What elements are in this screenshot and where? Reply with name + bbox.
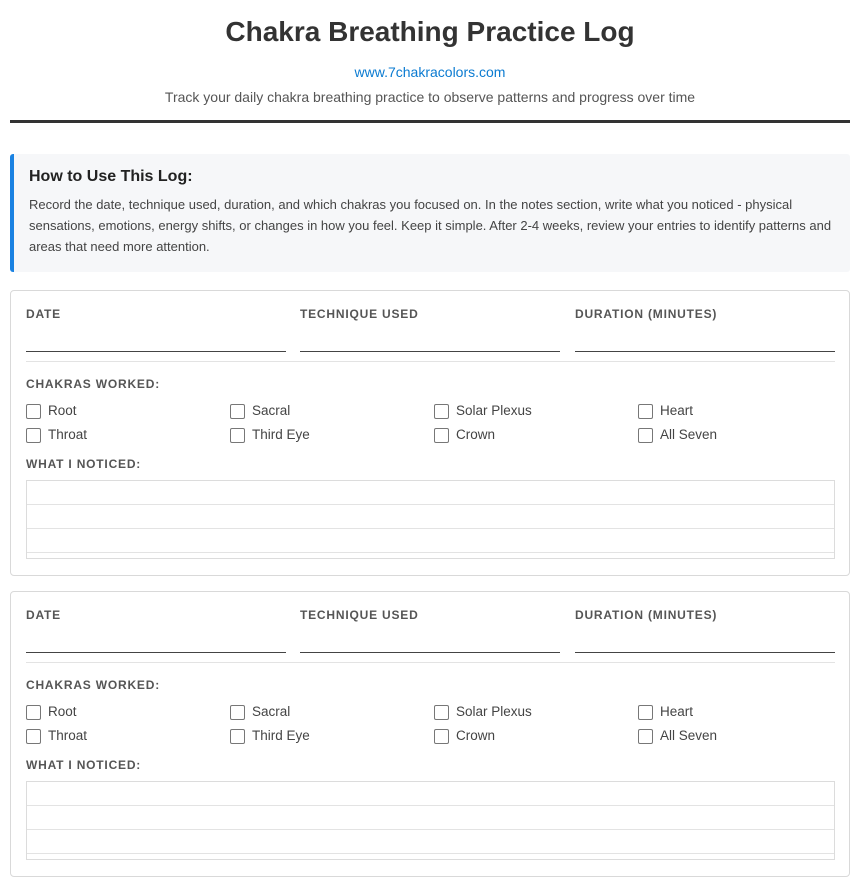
website-link[interactable]: www.7chakracolors.com (354, 64, 506, 80)
chakras-worked-label: CHAKRAS WORKED: (26, 678, 160, 692)
what-i-noticed-label: WHAT I NOTICED: (26, 457, 142, 471)
page-title: Chakra Breathing Practice Log (225, 16, 635, 47)
duration-field[interactable] (575, 608, 835, 653)
chakra-label: Sacral (252, 704, 291, 719)
how-to-title: How to Use This Log: (29, 168, 193, 185)
checkbox-box[interactable] (230, 729, 245, 744)
note-line (27, 805, 834, 806)
note-line (27, 552, 834, 553)
chakra-label: Throat (48, 728, 88, 743)
how-to-text: Record the date, technique used, duration, and which chakras you focused on. In the notes section, write what you noticed - physical sensations, emotions, energy shifts, or changes in how you feel. Keep it simple. After 2-4 weeks, review your entries to identify patterns and areas that need more attention. (29, 197, 832, 254)
fields-separator (26, 662, 835, 663)
chakra-checkbox[interactable] (26, 402, 77, 420)
notes-area[interactable] (26, 480, 835, 559)
checkbox-box[interactable] (434, 705, 449, 720)
checkbox-box[interactable] (230, 404, 245, 419)
chakra-label: Root (48, 704, 77, 719)
checkbox-box[interactable] (638, 705, 653, 720)
note-line (27, 504, 834, 505)
checkbox-box[interactable] (26, 729, 41, 744)
page-subtitle: Track your daily chakra breathing practice to observe patterns and progress over time (164, 89, 696, 105)
chakra-label: Solar Plexus (456, 403, 532, 418)
technique-label: TECHNIQUE USED (300, 307, 419, 321)
chakra-checkbox[interactable] (434, 402, 532, 420)
chakra-label: Heart (660, 704, 694, 719)
notes-area[interactable] (26, 781, 835, 860)
checkbox-box[interactable] (26, 705, 41, 720)
chakra-checkbox[interactable] (638, 727, 717, 745)
note-line (27, 829, 834, 830)
chakra-label: Solar Plexus (456, 704, 532, 719)
duration-field[interactable] (575, 307, 835, 352)
checkbox-box[interactable] (638, 428, 653, 443)
log-entry-card (10, 591, 850, 877)
chakra-label: Third Eye (252, 728, 310, 743)
log-entry-card (10, 290, 850, 576)
fields-separator (26, 361, 835, 362)
what-i-noticed-label: WHAT I NOTICED: (26, 758, 142, 772)
chakra-checkbox[interactable] (230, 727, 310, 745)
page-header (0, 0, 860, 105)
date-field[interactable] (26, 307, 286, 352)
technique-field[interactable] (300, 608, 560, 653)
chakra-checkbox[interactable] (638, 703, 693, 721)
entry-fields (26, 608, 835, 662)
checkbox-box[interactable] (638, 404, 653, 419)
duration-label: DURATION (MINUTES) (575, 307, 718, 321)
note-line (27, 528, 834, 529)
checkbox-box[interactable] (230, 428, 245, 443)
how-to-box (10, 154, 850, 272)
checkbox-box[interactable] (26, 404, 41, 419)
chakra-label: All Seven (660, 728, 718, 743)
chakra-label: All Seven (660, 427, 718, 442)
chakra-label: Sacral (252, 403, 291, 418)
technique-label: TECHNIQUE USED (300, 608, 419, 622)
chakra-checkbox[interactable] (230, 703, 290, 721)
header-divider (10, 120, 850, 123)
duration-label: DURATION (MINUTES) (575, 608, 718, 622)
chakra-label: Heart (660, 403, 694, 418)
chakra-checkbox[interactable] (434, 426, 495, 444)
chakras-worked-label: CHAKRAS WORKED: (26, 377, 160, 391)
technique-field[interactable] (300, 307, 560, 352)
chakra-label: Third Eye (252, 427, 310, 442)
checkbox-box[interactable] (230, 705, 245, 720)
checkbox-box[interactable] (638, 729, 653, 744)
date-label: DATE (26, 608, 61, 622)
entry-fields (26, 307, 835, 361)
chakra-checkbox[interactable] (434, 727, 495, 745)
chakra-label: Root (48, 403, 77, 418)
chakra-checkbox[interactable] (26, 426, 87, 444)
chakra-label: Throat (48, 427, 88, 442)
date-field[interactable] (26, 608, 286, 653)
chakra-checkbox[interactable] (434, 703, 532, 721)
checkbox-box[interactable] (26, 428, 41, 443)
chakra-checkbox[interactable] (26, 703, 77, 721)
checkbox-box[interactable] (434, 428, 449, 443)
chakra-label: Crown (456, 427, 496, 442)
chakra-checkbox[interactable] (230, 402, 290, 420)
checkbox-box[interactable] (434, 729, 449, 744)
chakra-checkbox[interactable] (638, 402, 693, 420)
checkbox-box[interactable] (434, 404, 449, 419)
date-label: DATE (26, 307, 61, 321)
chakra-checkbox[interactable] (26, 727, 87, 745)
chakra-checkbox[interactable] (230, 426, 310, 444)
chakra-label: Crown (456, 728, 496, 743)
chakra-checkbox[interactable] (638, 426, 717, 444)
note-line (27, 853, 834, 854)
